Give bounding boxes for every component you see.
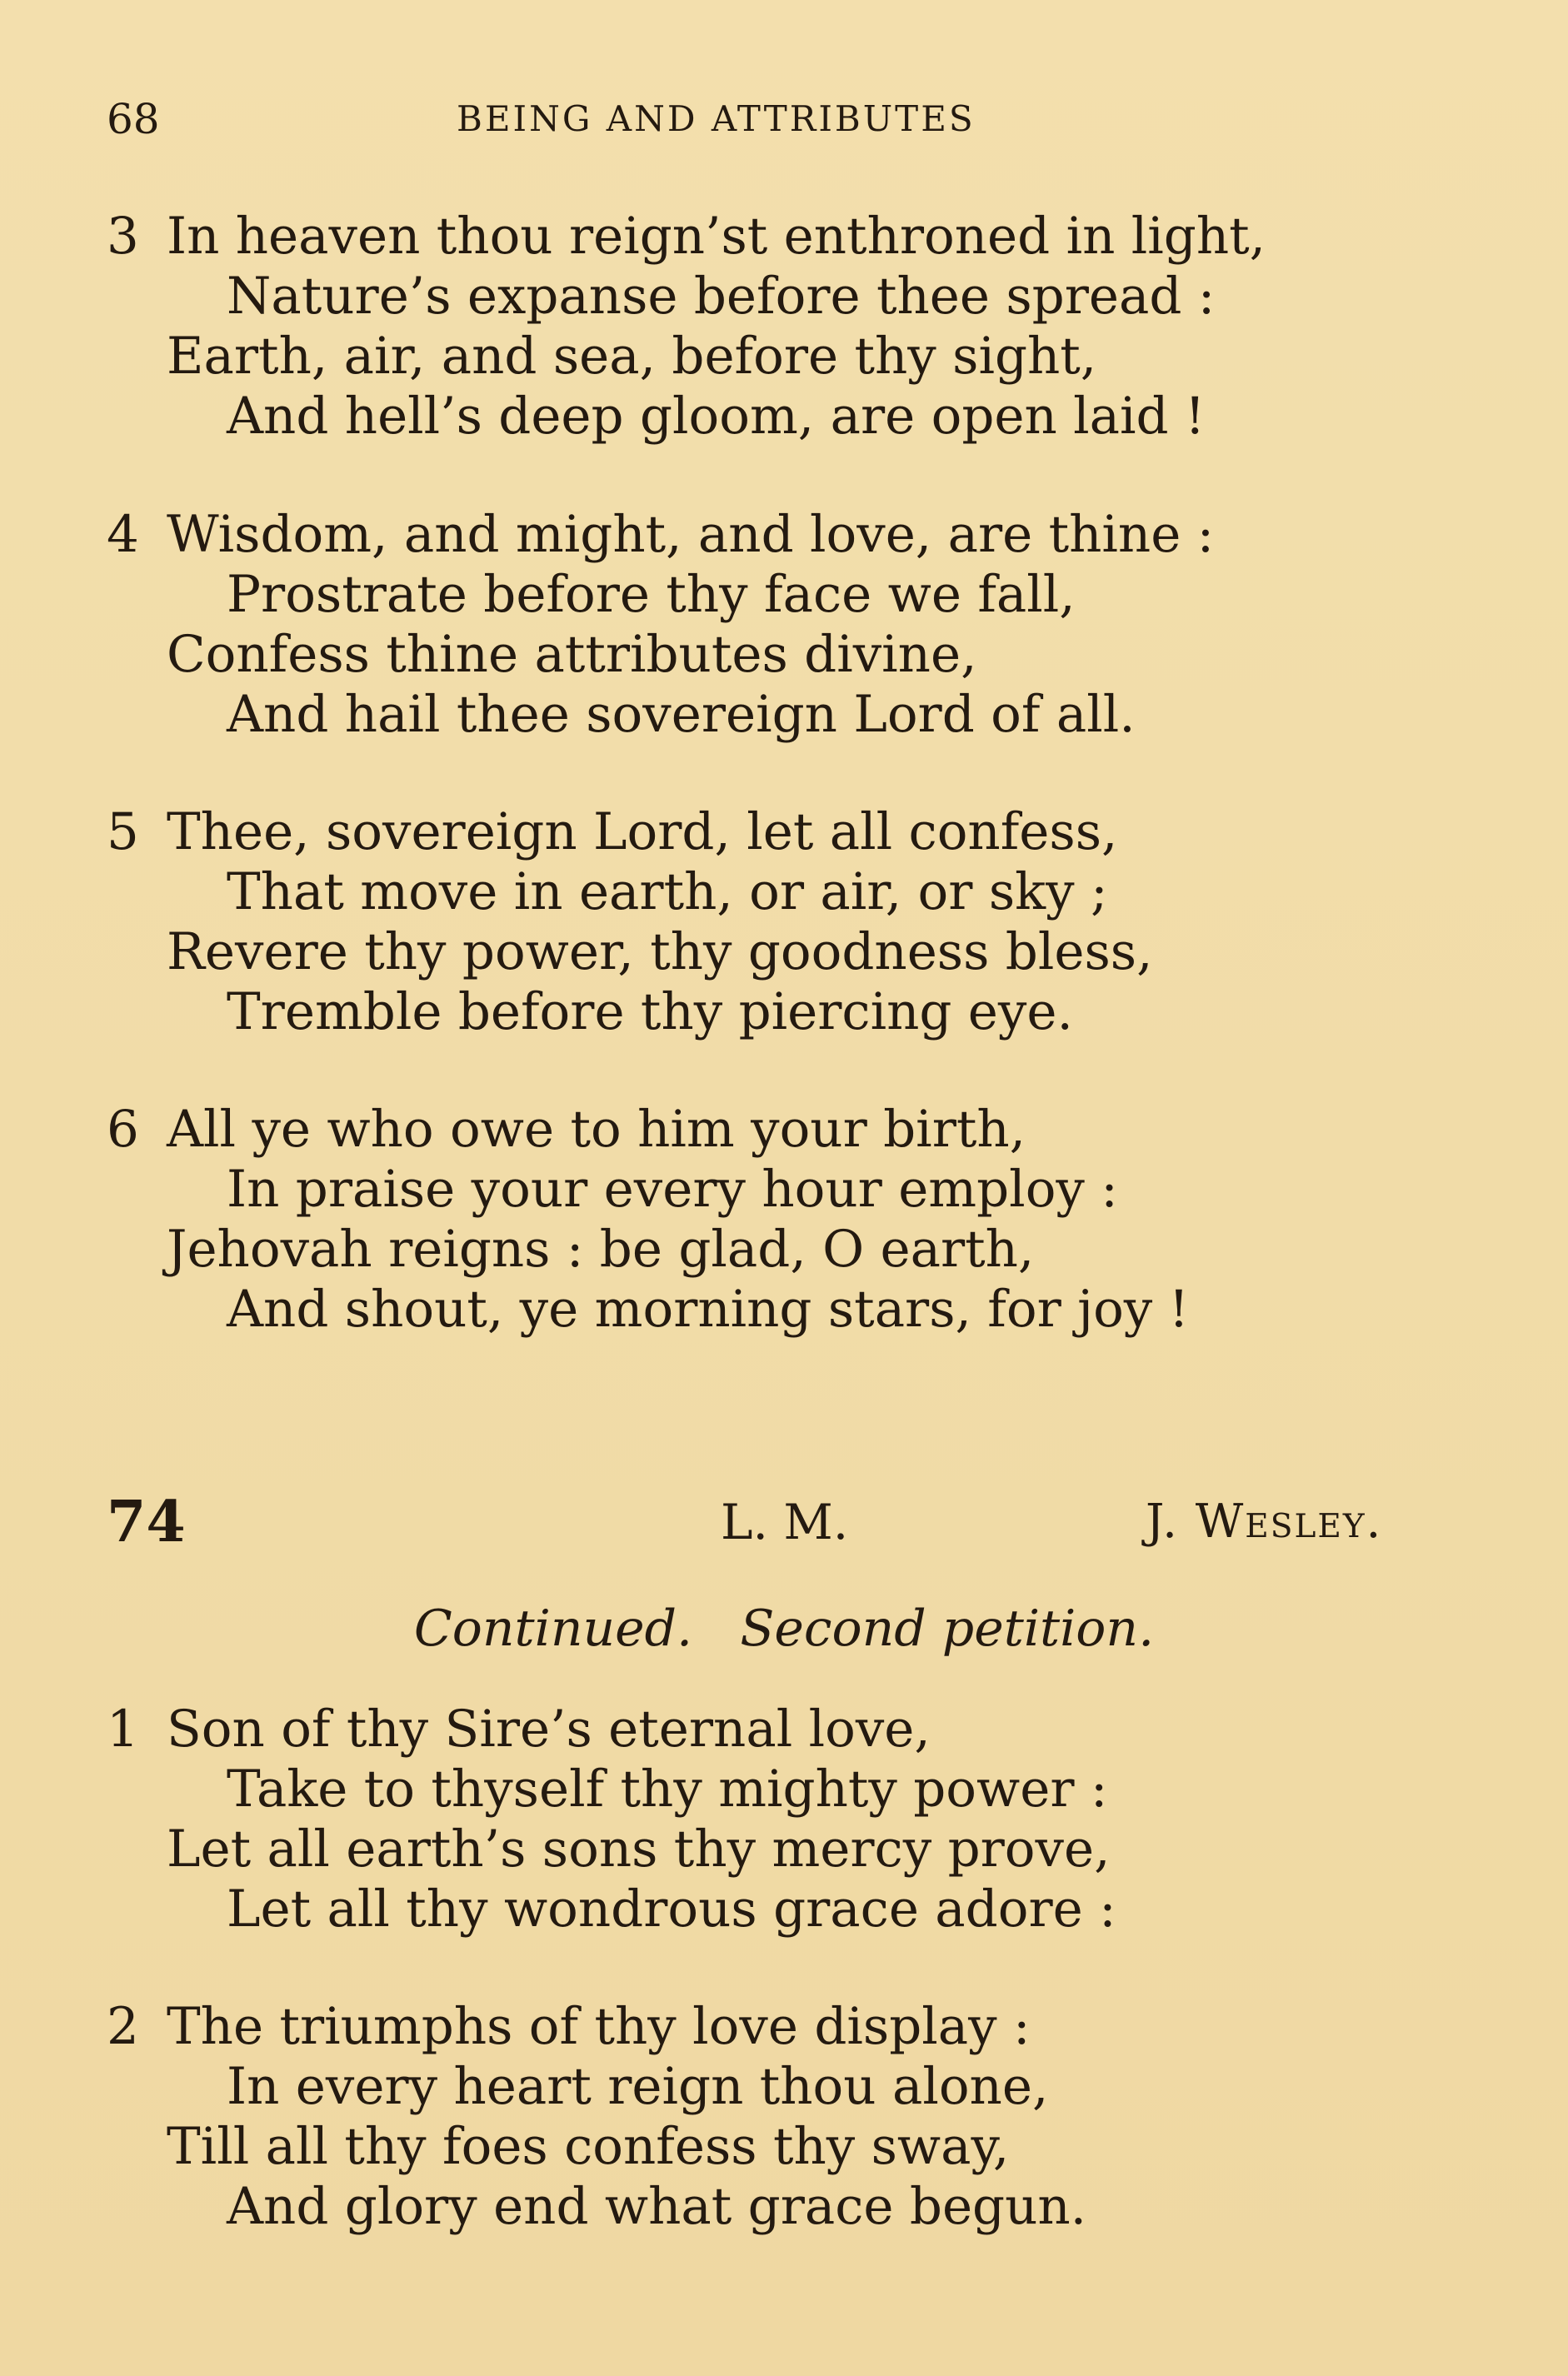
verse-text: And hell’s deep gloom, are open laid ! — [227, 387, 1206, 446]
verse-text: And hail thee sovereign Lord of all. — [227, 685, 1136, 744]
page-number: 68 — [107, 95, 160, 143]
verse-text: And glory end what grace begun. — [227, 2177, 1087, 2236]
stanza-6 — [107, 1100, 1473, 1340]
stanza-number: 3 — [107, 207, 139, 266]
verse-text: The triumphs of thy love display : — [167, 1997, 1031, 2056]
verse-line — [107, 2057, 1473, 2117]
verse-line — [107, 1997, 1473, 2057]
verse-text: Take to thyself thy mighty power : — [227, 1760, 1108, 1819]
stanza-4 — [107, 505, 1473, 745]
verse-text: Prostrate before thy face we fall, — [227, 565, 1076, 624]
verse-line — [107, 267, 1473, 327]
verse-line — [107, 565, 1473, 625]
verse-text: Till all thy foes confess thy sway, — [167, 2117, 1010, 2176]
verse-line — [107, 1280, 1473, 1340]
stanza-number: 4 — [107, 505, 139, 564]
verse-text: Son of thy Sire’s eternal love, — [167, 1700, 931, 1759]
verse-line — [107, 1160, 1473, 1220]
verse-line — [107, 1819, 1473, 1879]
verse-text: That move in earth, or air, or sky ; — [227, 862, 1108, 921]
verse-text: In every heart reign thou alone, — [227, 2057, 1049, 2116]
verse-line — [107, 1100, 1473, 1160]
stanza-number: 5 — [107, 802, 139, 861]
hymn-number: 74 — [107, 1489, 186, 1555]
verse-line — [107, 625, 1473, 685]
verse-text: Let all thy wondrous grace adore : — [227, 1879, 1116, 1939]
stanza-number: 1 — [107, 1700, 139, 1759]
verse-line — [107, 1700, 1473, 1760]
verse-line — [107, 2117, 1473, 2177]
verse-line — [107, 982, 1473, 1042]
verse-line — [107, 802, 1473, 862]
verse-line — [107, 505, 1473, 565]
verse-text: Revere thy power, thy goodness bless, — [167, 922, 1153, 981]
verse-text: Earth, air, and sea, before thy sight, — [167, 327, 1097, 386]
verse-text: Confess thine attributes divine, — [167, 625, 977, 684]
hymn-header — [107, 1485, 1473, 1560]
verse-line — [107, 1760, 1473, 1819]
page-header — [107, 90, 1090, 148]
stanza-2 — [107, 1997, 1473, 2237]
verse-text: Jehovah reigns : be glad, O earth, — [167, 1220, 1035, 1279]
hymn-meter: L. M. — [721, 1494, 849, 1550]
verse-line — [107, 1879, 1473, 1939]
verse-line — [107, 207, 1473, 267]
verse-line — [107, 862, 1473, 922]
verse-text: And shout, ye morning stars, for joy ! — [227, 1280, 1190, 1339]
verse-text: Let all earth’s sons thy mercy prove, — [167, 1819, 1111, 1879]
verse-line — [107, 1220, 1473, 1280]
verse-line — [107, 922, 1473, 982]
verse-line — [107, 327, 1473, 387]
stanza-3 — [107, 207, 1473, 447]
stanza-5 — [107, 802, 1473, 1042]
hymn-author: J. Wesley. — [1146, 1495, 1383, 1549]
verse-text: Tremble before thy piercing eye. — [227, 982, 1073, 1041]
verse-line — [107, 2177, 1473, 2237]
verse-text: All ye who owe to him your birth, — [167, 1100, 1026, 1159]
verse-text: Thee, sovereign Lord, let all confess, — [167, 802, 1118, 861]
verse-text: Nature’s expanse before thee spread : — [227, 267, 1216, 326]
stanza-number: 2 — [107, 1997, 139, 2056]
verse-text: In heaven thou reign’st enthroned in light, — [167, 207, 1266, 266]
verse-text: In praise your every hour employ : — [227, 1160, 1118, 1219]
hymn-subtitle: Continued. Second petition. — [413, 1600, 1155, 1658]
verse-text: Wisdom, and might, and love, are thine : — [167, 505, 1215, 564]
running-head: BEING AND ATTRIBUTES — [457, 98, 976, 139]
verse-line — [107, 387, 1473, 447]
stanza-1 — [107, 1700, 1473, 1939]
verse-line — [107, 685, 1473, 745]
stanza-number: 6 — [107, 1100, 139, 1159]
